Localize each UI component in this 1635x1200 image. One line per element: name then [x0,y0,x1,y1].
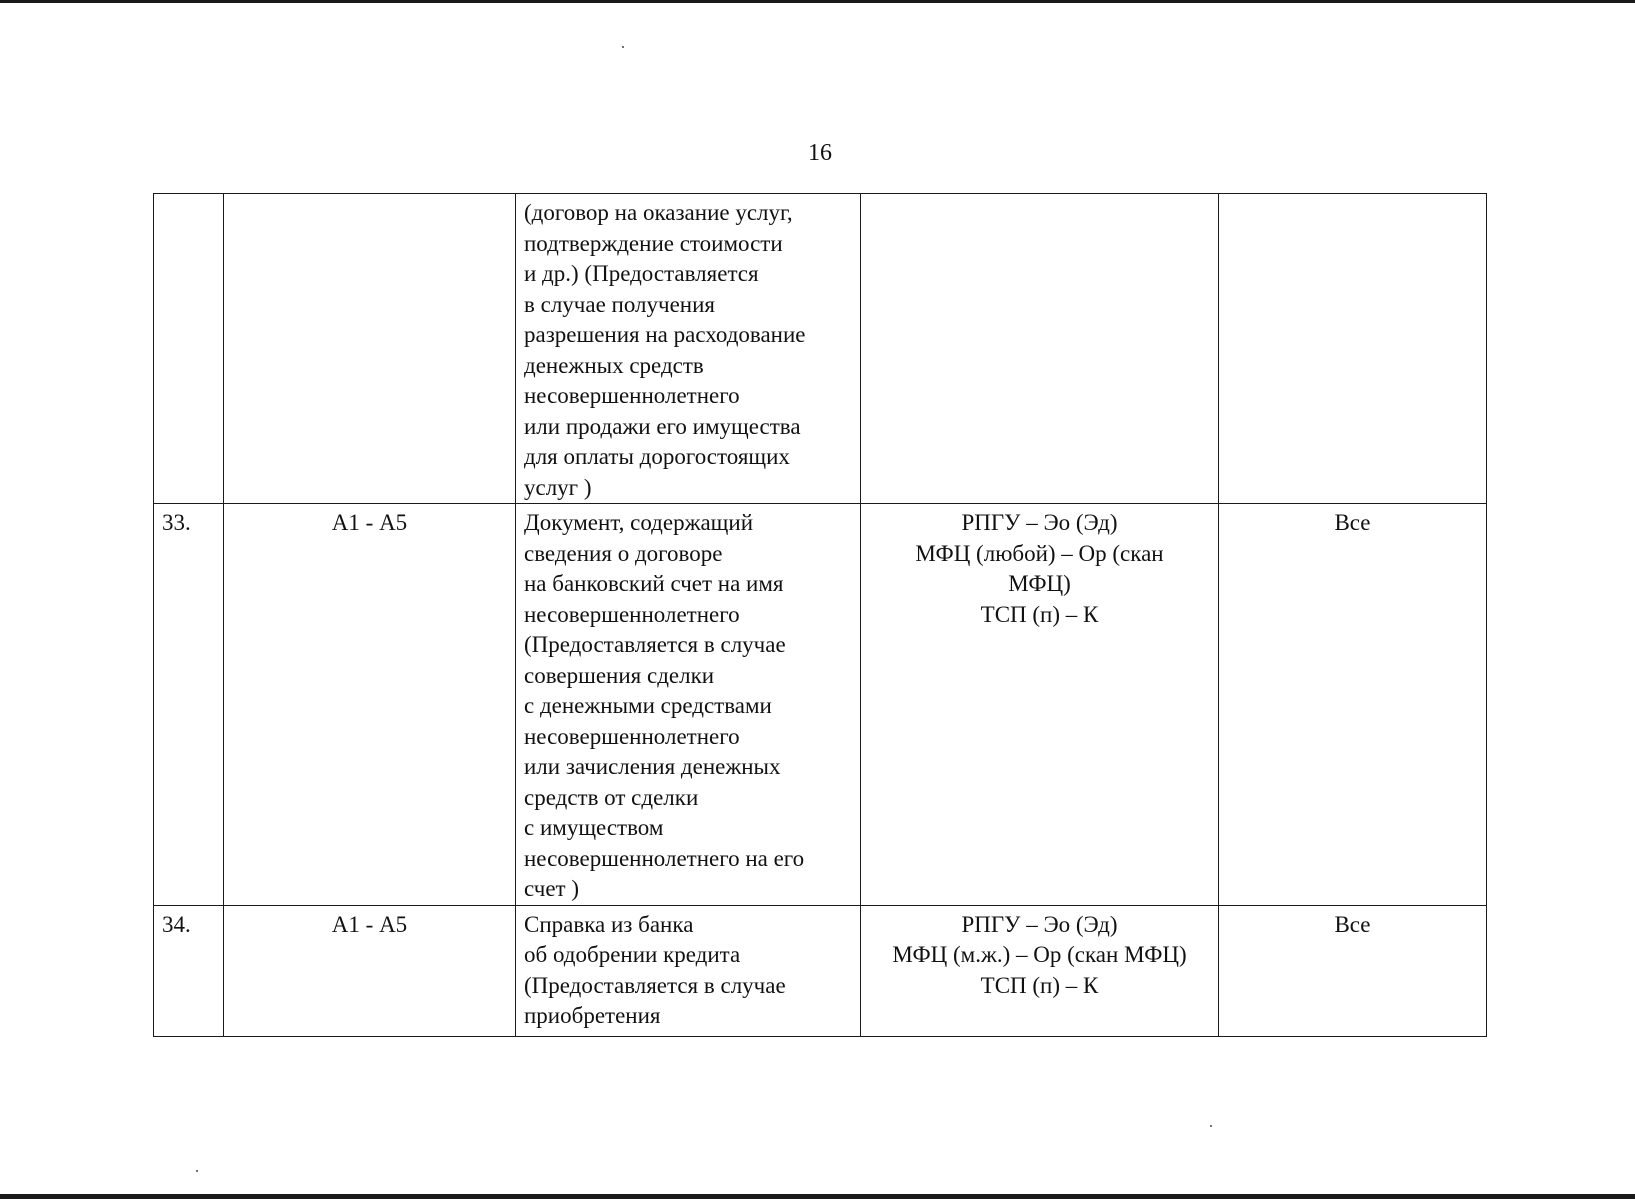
submission-channel-cell [861,504,1219,906]
channel-line: МФЦ) [1008,571,1071,596]
document-line: (Предоставляется в случае [524,632,786,657]
scan-speck [1210,1125,1212,1127]
document-line: с денежными средствами [524,693,772,718]
document-line: (Предоставляется в случае [524,972,786,998]
row-number-cell: 33. [154,504,224,906]
document-line: денежных средств [524,352,704,378]
document-line: или продажи его имущества [524,413,801,439]
channel-line: МФЦ (м.ж.) – Ор (скан МФЦ) [892,942,1187,967]
page-number: 16 [808,140,832,166]
applicant-category-cell: Все [1219,905,1487,1036]
applicant-code-cell: А1 - А5 [224,504,516,906]
applicant-code-cell: А1 - А5 [224,905,516,1036]
document-line: на банковский счет на имя [524,571,784,596]
document-line: для оплаты дорогостоящих [524,444,790,469]
document-table [153,193,1487,1037]
document-line: об одобрении кредита [524,942,741,967]
document-line: Справка из банка [524,911,694,937]
document-line: или зачисления денежных [524,754,781,779]
table-row [154,905,1487,1036]
scan-speck [622,46,624,48]
document-line: в случае получения [524,291,715,317]
row-number-cell: 34. [154,905,224,1036]
table-row [154,504,1487,906]
document-line: совершения сделки [524,662,715,688]
table-row [154,194,1487,504]
channel-line: ТСП (п) – К [980,972,1099,998]
document-description-cell [516,504,861,906]
channel-line: РПГУ – Эо (Эд) [961,911,1118,937]
row-number-cell [154,194,224,504]
document-line: подтверждение стоимости [524,230,783,256]
channel-line: МФЦ (любой) – Ор (скан [915,540,1164,566]
document-line: несовершеннолетнего на его [524,845,805,871]
applicant-category-cell [1219,194,1487,504]
document-line: услуг ) [524,474,592,500]
document-description-cell [516,194,861,504]
document-line: несовершеннолетнего [524,601,740,627]
document-line: разрешения на расходование [524,322,806,347]
document-line: средств от сделки [524,784,699,810]
document-line: сведения о договоре [524,540,723,566]
document-line: с имуществом [524,815,664,840]
applicant-category-cell: Все [1219,504,1487,906]
submission-channel-cell [861,905,1219,1036]
scan-speck [196,1170,198,1172]
scan-edge-bottom [0,1194,1635,1199]
document-line: и др.) (Предоставляется [524,261,759,286]
document-line: несовершеннолетнего [524,383,740,408]
submission-channel-cell [861,194,1219,504]
applicant-code-cell [224,194,516,504]
document-line: Документ, содержащий [524,510,754,535]
document-line: (договор на оказание услуг, [524,200,793,225]
document-line: счет ) [524,876,579,901]
scan-edge-top [0,0,1635,3]
document-line: несовершеннолетнего [524,723,740,749]
channel-line: РПГУ – Эо (Эд) [961,510,1118,535]
document-description-cell [516,905,861,1036]
channel-line: ТСП (п) – К [980,601,1099,627]
document-line: приобретения [524,1003,661,1028]
